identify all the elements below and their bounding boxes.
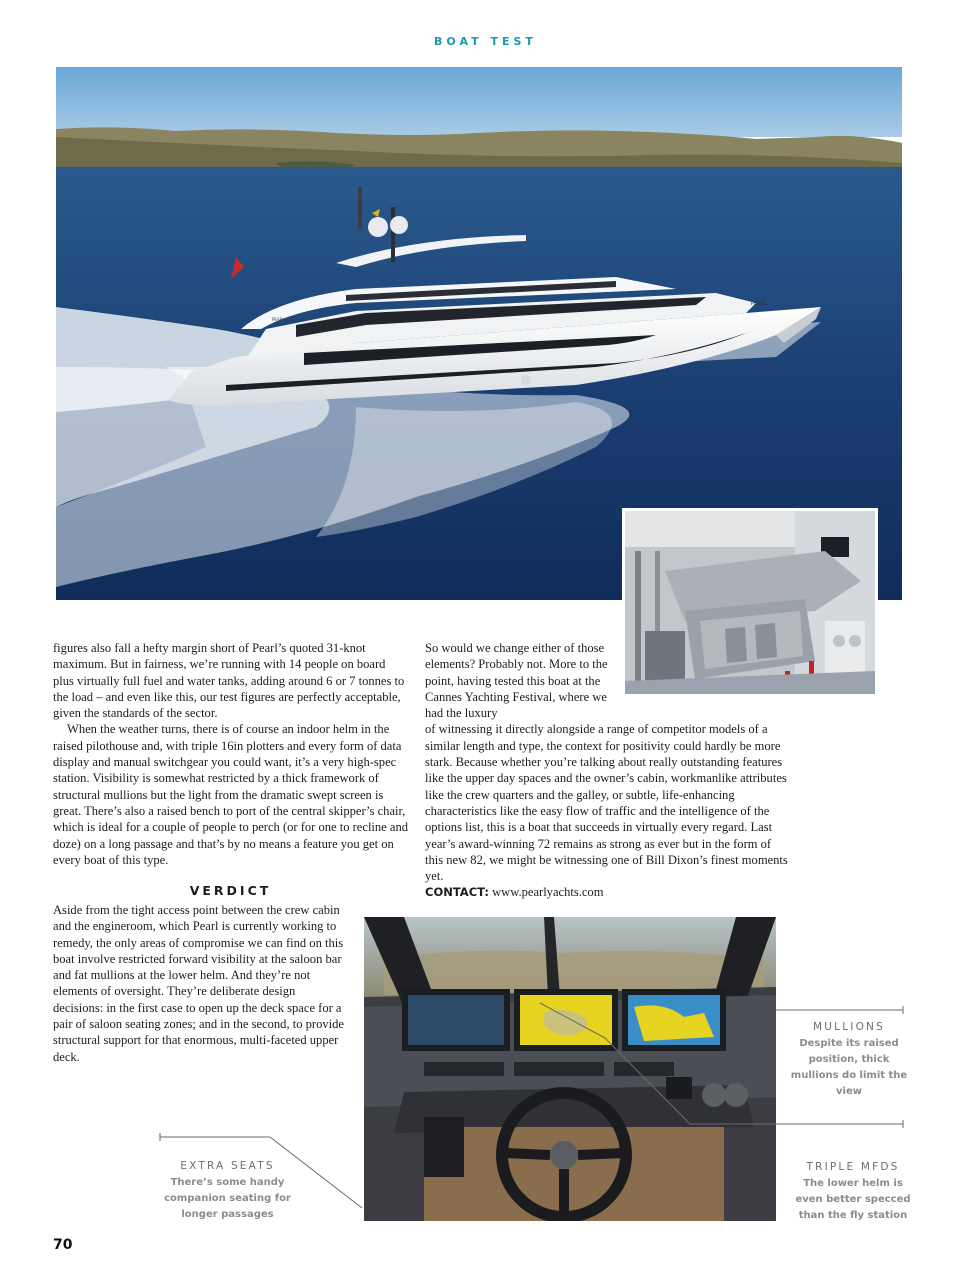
callout-seats-title: EXTRA SEATS — [180, 1160, 275, 1172]
callout-triple-mfds — [790, 1161, 916, 1224]
column-a-paragraph-1: figures also fall a hefty margin short of Pearl’s quoted 31-knot maximum. But in fairness, we’re running with 14 people on board plus virtually full fuel and water tanks, adding around 6 or 7 tonnes to the load – and even like this, our test figures are perfectly acceptable, given the standards of the sector. — [53, 641, 405, 721]
callout-mullions — [790, 1021, 908, 1100]
column-b-paragraph-1-wide: of witnessing it directly alongside a range of competitor models of a similar length and type, the context for positivity could hardly be more stark. Because whether you’re talking about really outstanding features like the upper day spaces and the owner’s cabin, workmanlike attributes like the crew quarters and the galley, or subtle, life-enhancing characteristics like the easy flow of traffic and the intelligence of the options list, this is a boat that succeeds in virtually every regard. Last year’s award-winning 72 remains as strong as ever but in the form of this new 82, we might be witnessing one of Bill Dixon’s finest moments yet. — [425, 722, 788, 884]
callout-seats-body: There’s some handy companion seating for longer passages — [164, 1177, 291, 1220]
section-header: BOAT TEST — [434, 35, 537, 48]
hull-mark: PEARL — [751, 301, 767, 307]
column-b-paragraph-1-narrow: So would we change either of those elements? Probably not. More to the point, having tested this boat at the Cannes Yachting Festival, where we had the luxury — [425, 641, 608, 721]
callout-mullions-body: Despite its raised position, thick mullions do limit the view — [790, 1038, 908, 1097]
hull-badge: PEARL 82 — [272, 317, 292, 322]
contact-label: CONTACT: — [425, 885, 489, 900]
page-number: 70 — [53, 1237, 73, 1253]
helm-photo — [364, 917, 776, 1221]
callout-mullions-title: MULLIONS — [813, 1021, 885, 1033]
column-b — [425, 640, 790, 901]
column-a — [53, 640, 408, 868]
verdict-column — [53, 902, 348, 1065]
contact-url[interactable]: www.pearlyachts.com — [492, 885, 604, 900]
mfd-screen-left — [408, 995, 504, 1045]
column-a-paragraph-2: When the weather turns, there is of course an indoor helm in the raised pilothouse and, with triple 16in plotters and every form of data display and manual switchgear you could want, it’s a very high-spec station. Visibility is somewhat restricted by a thick framework of structural mullions but the light from the dramatic swept screen is great. There’s also a raised bench to port of the central skipper’s chair, which is ideal for a couple of people to perch (or for one to recline and doze) on a long passage and that’s by no means a feature you get on every boat of this type. — [53, 722, 409, 867]
lower-helm-illustration — [364, 917, 776, 1221]
callout-mfds-title: TRIPLE MFDS — [806, 1161, 900, 1173]
verdict-text: Aside from the tight access point between the crew cabin and the engineroom, which Pearl is currently working to remedy, the only areas of compromise we can find on this boat involve restricted forward visibility at the saloon bar and fat mullions at the lower helm. And they’re not elements of oversight. They’re deliberate design decisions: in the first case to open up the deck space for a pair of saloon seating zones; and in the second, to provide structural support for that enormous, multi-faceted upper deck. — [53, 903, 344, 1064]
verdict-heading: VERDICT — [189, 883, 272, 898]
callout-extra-seats — [150, 1160, 305, 1223]
callout-mfds-body: The lower helm is even better specced than the fly station — [795, 1178, 911, 1221]
contact-line — [425, 884, 790, 900]
